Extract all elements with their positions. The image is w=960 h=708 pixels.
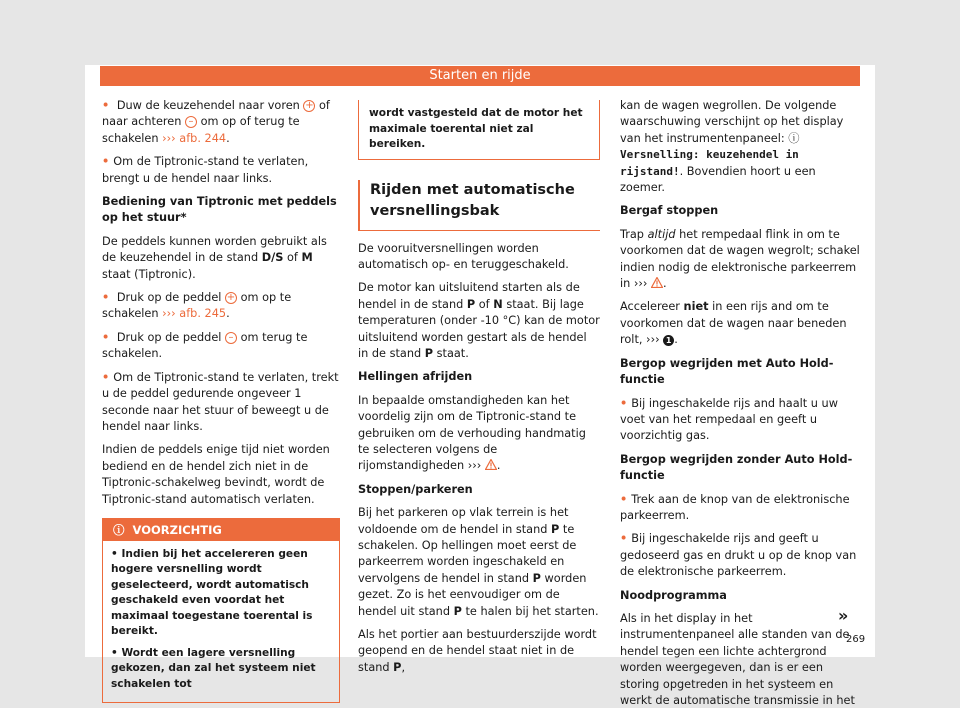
note-1-icon[interactable]: 1 (663, 335, 674, 346)
paragraph: • Om de Tiptronic-stand te verlaten, trekt u de peddel gedurende ongeveer 1 seconde naar het stuur of beweegt u de hendel naar links. (102, 370, 340, 436)
subheading: Bergop wegrijden zonder Auto Hold-functie (620, 452, 853, 483)
minus-icon: – (225, 332, 237, 344)
paragraph: • Druk op de peddel – om terug te schakelen. (102, 330, 340, 363)
subheading: Hellingen afrijden (358, 370, 473, 384)
warning-icon (485, 459, 497, 470)
caution-item: • Wordt een lagere versnelling gekozen, dan zal het systeem niet schakelen tot (111, 646, 316, 690)
subheading: Bergaf stoppen (620, 204, 719, 218)
paragraph: Accelereer niet in een rijs and om te voorkomen dat de wagen naar beneden rolt, ››› 1 . (620, 300, 847, 347)
page-number: 269 (846, 634, 866, 645)
subheading: Noodprogramma (620, 588, 727, 602)
paragraph: • Bij ingeschakelde rijs and geeft u gedoseerd gas en drukt u op de knop van de elektronische parkeerrem. (620, 531, 860, 580)
paragraph: • Duw de keuzehendel naar voren + of naar achteren – om op of terug te schakelen ››› afb. 244. (102, 98, 340, 147)
display-message: Versnelling: keuzehendel in rijstand! (620, 148, 799, 178)
paragraph: Trap altijd het rempedaal flink in om te voorkomen dat de wagen wegrolt; schakel indien nodig de elektronische parkeerrem in ››› . (620, 227, 860, 291)
section-title: Rijden met automatische versnellingsbak (358, 180, 600, 231)
paragraph: kan de wagen wegrollen. De volgende waarschuwing verschijnt op het display van het instrumentenpaneel: ⓘ Versnelling: keuzehendel in rijstand!. Bovendien hoort u een zoemer. (620, 99, 844, 195)
column-3 (620, 98, 860, 708)
caution-continuation: wordt vastgesteld dat de motor het maximale toerental niet zal bereiken. (358, 100, 600, 160)
paragraph: Als het portier aan bestuurderszijde wordt geopend en de hendel staat niet in de stand P, (358, 628, 597, 674)
paragraph: De vooruitversnellingen worden automatisch op- en teruggeschakeld. (358, 241, 569, 271)
paragraph: • Druk op de peddel + om op te schakelen ››› afb. 245. (102, 290, 340, 323)
figure-link[interactable]: ››› afb. 244 (162, 131, 227, 145)
paragraph: Bij het parkeren op vlak terrein is het voldoende om de hendel in stand P te schakelen. Op hellingen moet eerst de parkeerrem worden ingeschakeld en vervolgens de hendel in stand P worden gezet. Zo is het eenvoudiger om de hendel uit stand P te halen bij het starten. (358, 506, 599, 618)
caution-body (103, 541, 339, 703)
paragraph: • Bij ingeschakelde rijs and haalt u uw voet van het rempedaal en geeft u voorzichtig gas. (620, 396, 860, 445)
subheading: Bergop wegrijden met Auto Hold-functie (620, 356, 834, 387)
caution-box (102, 518, 340, 704)
paragraph: De peddels kunnen worden gebruikt als de keuzehendel in de stand D/S of M staat (Tiptronic). (102, 234, 327, 281)
paragraph: De motor kan uitsluitend starten als de hendel in de stand P of N staat. Bij lage temperaturen (onder -10 °C) kan de motor uitsluitend worden gestart als de hendel in de stand P staat. (358, 281, 600, 360)
plus-icon: + (305, 100, 314, 111)
figure-link[interactable]: ››› afb. 245 (162, 307, 227, 321)
warning-icon (651, 277, 663, 288)
paragraph: • Trek aan de knop van de elektronische parkeerrem. (620, 492, 860, 525)
info-icon: ⓘ (788, 131, 800, 145)
continued-marker: » (838, 606, 849, 625)
subheading: Bediening van Tiptronic met peddels op het stuur* (102, 195, 337, 225)
plus-icon: + (226, 292, 236, 304)
page-header: Starten en rijde (100, 66, 860, 86)
minus-icon: – (185, 116, 197, 128)
caution-icon: ⓘ (113, 522, 125, 537)
paragraph: In bepaalde omstandigheden kan het voordelig zijn om de Tiptronic-stand te gebruiken om de verhouding handmatig te selecteren volgens de rijomstandigheden ››› . (358, 393, 586, 473)
paragraph: Indien de peddels enige tijd niet worden bediend en de hendel zich niet in de Tiptronic-schakelweg bevindt, wordt de Tiptronic-stand automatisch verlaten. (102, 443, 330, 506)
subheading: Stoppen/parkeren (358, 482, 473, 496)
paragraph: Als in het display in het instrumentenpaneel alle standen van de hendel tegen een lichte achtergrond worden weergegeven, dan is er een storing opgetreden in het systeem en werkt de automatische transmissie in het (620, 611, 855, 707)
column-1 (102, 98, 340, 703)
paragraph: • Om de Tiptronic-stand te verlaten, brengt u de hendel naar links. (102, 154, 340, 187)
column-2 (358, 98, 600, 683)
caution-header: ⓘ VOORZICHTIG (103, 519, 339, 541)
caution-item: • Indien bij het accelereren geen hogere versnelling wordt geselecteerd, wordt automatisch geschakeld even voordat het maximaal toegestane toerental is bereikt. (111, 547, 313, 638)
